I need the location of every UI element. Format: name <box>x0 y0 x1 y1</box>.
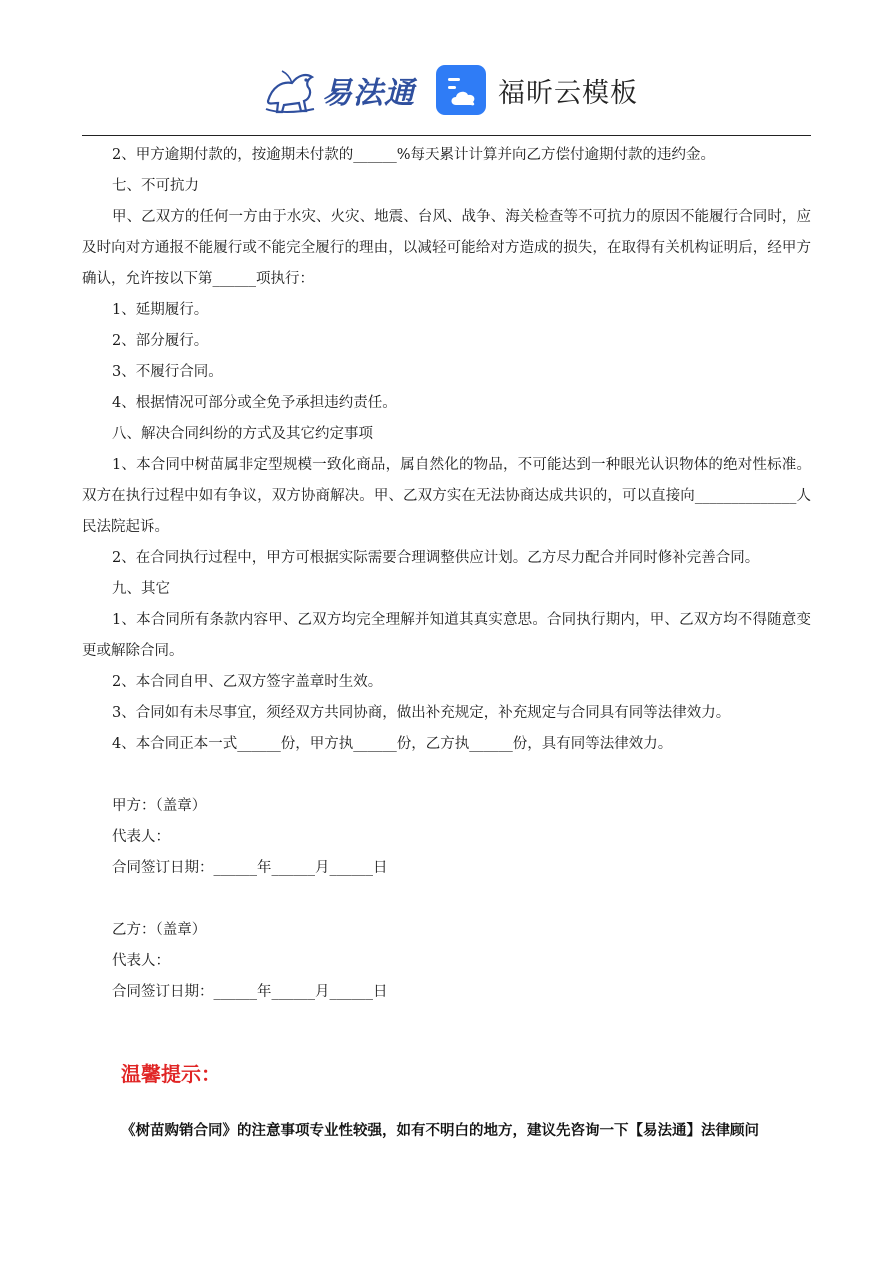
clause-other-1: 1、本合同所有条款内容甲、乙双方均完全理解并知道其真实意思。合同执行期内，甲、乙双方均不得随意变更或解除合同。 <box>82 612 811 659</box>
option-item-2: 2、部分履行。 <box>112 333 209 349</box>
spacer <box>82 760 811 791</box>
tip-body: 《树苗购销合同》的注意事项专业性较强，如有不明白的地方，建议先咨询一下【易法通】法律顾问 <box>121 1122 759 1139</box>
foxit-template-logo <box>436 64 638 116</box>
clause-other-3: 3、合同如有未尽事宜，须经双方共同协商，做出补充规定，补充规定与合同具有同等法律效力。 <box>112 705 731 721</box>
contract-body <box>82 140 811 1008</box>
party-b-sign-date: 合同签订日期：______年______月______日 <box>112 984 388 1000</box>
header-divider <box>82 135 811 136</box>
clause-disputes-1: 1、本合同中树苗属非定型规模一致化商品，属自然化的物品，不可能达到一种眼光认识物体的绝对性标准。双方在执行过程中如有争议，双方协商解决。甲、乙双方实在无法协商达成共识的，可以直接向______________人民法院起诉。 <box>82 457 811 535</box>
clause-other-4: 4、本合同正本一式______份，甲方执______份，乙方执______份，具有同等法律效力。 <box>112 736 673 752</box>
party-b-representative: 代表人： <box>112 953 170 969</box>
option-item-4: 4、根据情况可部分或全免予承担违约责任。 <box>112 395 397 411</box>
party-a-label: 甲方：（盖章） <box>112 798 207 814</box>
yifatong-logo-text: 易法通 <box>322 76 415 111</box>
tip-title: 温馨提示： <box>121 1062 221 1086</box>
section-heading-disputes: 八、解决合同纠纷的方式及其它约定事项 <box>112 426 373 442</box>
qilin-emblem-icon <box>262 65 318 115</box>
party-a-sign-date: 合同签订日期：______年______月______日 <box>112 860 388 876</box>
option-item-3: 3、不履行合同。 <box>112 364 223 380</box>
option-item-1: 1、延期履行。 <box>112 302 209 318</box>
clause-other-2: 2、本合同自甲、乙双方签字盖章时生效。 <box>112 674 383 690</box>
clause-force-majeure: 甲、乙双方的任何一方由于水灾、火灾、地震、台风、战争、海关检查等不可抗力的原因不能履行合同时，应及时向对方通报不能履行或不能完全履行的理由，以减轻可能给对方造成的损失，在取得有关机构证明后，经甲方确认，允许按以下第______项执行： <box>82 209 811 287</box>
section-heading-force-majeure: 七、不可抗力 <box>112 178 199 194</box>
party-a-representative: 代表人： <box>112 829 170 845</box>
clause-disputes-2: 2、在合同执行过程中，甲方可根据实际需要合理调整供应计划。乙方尽力配合并同时修补完善合同。 <box>112 550 760 566</box>
page-header <box>0 56 893 126</box>
clause-overdue-payment: 2、甲方逾期付款的，按逾期未付款的______%每天累计计算并向乙方偿付逾期付款的违约金。 <box>112 147 715 163</box>
cloud-document-icon <box>436 65 486 115</box>
yifatong-logo <box>262 62 415 118</box>
party-b-label: 乙方：（盖章） <box>112 922 207 938</box>
foxit-template-logo-text: 福昕云模板 <box>498 77 638 109</box>
spacer <box>82 884 811 915</box>
section-heading-other: 九、其它 <box>112 581 170 597</box>
